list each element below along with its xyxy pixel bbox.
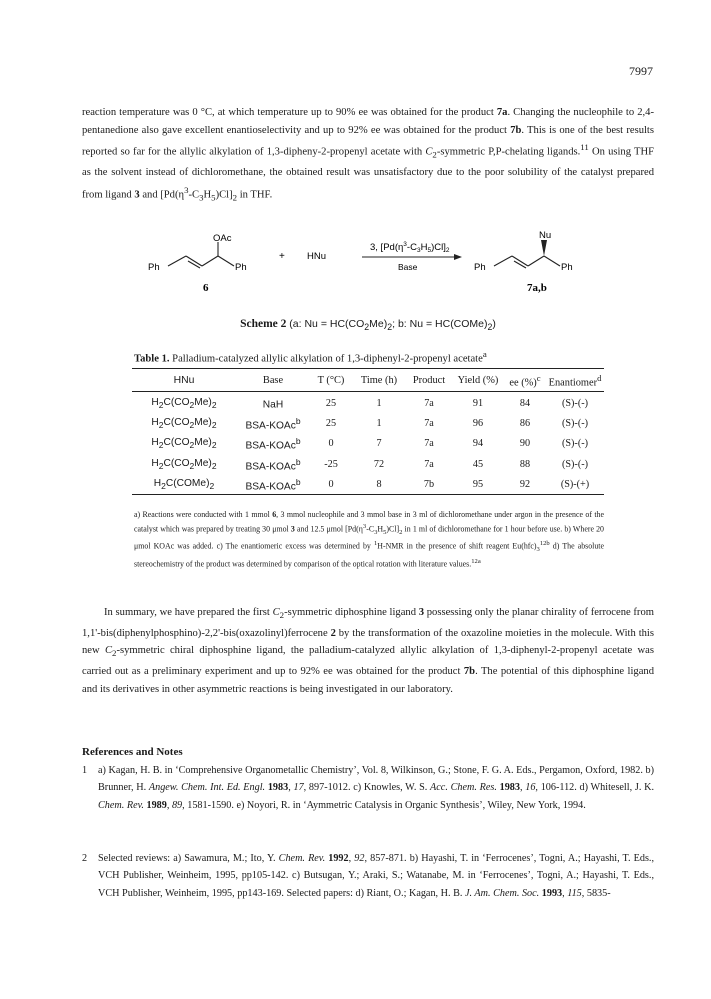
cell-hnu: $H_2C(CO_2Me)_2$ [151,417,217,431]
cell-time: 7 [376,438,382,450]
cell-product: 7a [424,397,434,409]
base-label: Base [398,262,418,272]
table-title: Table 1. Palladium-catalyzed allylic alkylation of 1,3-diphenyl-2-propenyl acetate$^a$ [134,349,487,365]
header-temp: T (°C) [310,369,352,392]
cell-time: 8 [352,474,406,495]
header-hnu: HNu [132,369,236,392]
cell-base: BSA-KOAc$^b$ [245,415,301,432]
table-header-row [132,369,604,392]
cell-yield: 95 [452,474,504,495]
summary-paragraph: In summary, we have prepared the first $C_2$-symmetric diphosphine ligand 3 possessing only the planar chirality of ferrocene from 1,1'-bis(diphenylphosphino)-2,2'-bis(oxazolinyl)ferrocene 2 by the transformation of the oxazoline moieties in the molecule. With this new $C_2$-symmetric chiral diphosphine ligand, the palladium-catalyzed allylic alkylation of 1,3-diphenyl-2-propenyl acetate was carried out as a preliminary experiment and up to 92% ee was obtained for the product 7b. The potential of this diphosphine ligand and its derivatives in other asymmetric reactions is being investigated in our laboratory. [82,607,655,695]
product-ph-right: Ph [561,262,573,273]
reference-2: 2 Selected reviews: a) Sawamura, M.; Ito, Y. Chem. Rev. 1992, 92, 857-871. b) Hayashi, T. in ‘Ferrocenes’, Togni, A.; Hayashi, T. Eds., VCH Publisher, Weinheim, 1995, pp105-142. c) Butsugan, Y.; Araki, S.; Watanabe, M. in ‘Ferrocenes’, Togni, A.; Hayashi, T. Eds., VCH Publisher, Weinheim, 1995, pp143-169. Selected papers: d) Riant, O.; Kagan, H. B. J. Am. Chem. Soc. 1993, 115, 5835- [82,850,654,902]
cell-ee: 92 [504,474,546,495]
ph-right-label: Ph [235,262,247,273]
oac-label: OAc [213,233,232,244]
cell-time: 1 [376,418,382,430]
table-row [132,392,604,413]
cell-base: NaH [262,399,284,411]
product-ph-left: Ph [474,262,486,273]
cell-ee: 84 [519,397,531,409]
cell-hnu: $H_2C(CO_2Me)_2$ [151,396,217,410]
cell-temp: 0 [310,474,352,495]
cell-product: 7a [424,458,434,470]
header-time: Time (h) [352,369,406,392]
page-number: 7997 [629,64,653,78]
cell-hnu: $H_2C(CO_2Me)_2$ [151,437,217,451]
header-yield: Yield (%) [452,369,504,392]
reference-number: 1 [82,765,88,776]
cell-enantiomer: (S)-(-) [561,458,589,470]
results-table [132,368,604,495]
cell-product: 7b [406,474,452,495]
cell-hnu: $H_2C(CO_2Me)_2$ [151,457,217,471]
cell-enantiomer: (S)-(-) [561,438,589,450]
cell-temp: 25 [325,397,337,409]
cell-enantiomer: (S)-(-) [561,418,589,430]
references-heading: References and Notes [82,746,183,758]
cell-yield: 91 [472,397,484,409]
reaction-arrow [362,254,462,260]
cell-product: 7a [424,418,434,430]
cell-time: 1 [376,397,382,409]
cell-time: 72 [373,458,385,470]
cell-base: BSA-KOAc$^b$ [245,456,301,473]
reagent-label: 3, $[Pd(\eta^3-C_3H_5)Cl]_2$ [370,241,450,254]
compound-6-label: 6 [203,282,209,294]
scheme-structures [82,228,654,314]
intro-paragraph: reaction temperature was 0 °C, at which temperature up to 90% ee was obtained for the product 7a. Changing the nucleophile to 2,4-pentanedione also gave excellent enantioselectivity and up to 92% ee was obtained for the product 7b. This is one of the best results reported so far for the allylic alkylation of 1,3-dipheny-2-propenyl acetate with $C_2$-symmetric P,P-chelating ligands.$^{11}$ On using THF as the solvent instead of dichloromethane, the obtained result was unsatisfactory due to the poor solubility of the catalyst prepared from ligand 3 and $[Pd(\eta^3-C_3H_5)Cl]_2$ in THF. [82,107,655,203]
reference-number: 2 [82,853,88,864]
cell-enantiomer: (S)-(-) [561,397,589,409]
substrate-structure [168,242,234,268]
table-row [132,413,604,433]
scheme-caption: Scheme 2 (a: $Nu = HC(CO_2Me)_2$; b: $Nu = HC(COMe)_2$) [240,318,496,333]
plus-sign: + [279,251,285,262]
cell-product: 7a [424,438,434,450]
cell-temp: 25 [325,418,337,430]
nu-label: Nu [539,230,552,241]
reference-1: 1 a) Kagan, H. B. in ‘Comprehensive Organometallic Chemistry’, Vol. 8, Wilkinson, G.; Stone, F. G. A. Eds., Pergamon, Oxford, 1982. b) Brunner, H. Angew. Chem. Int. Ed. Engl. 1983, 17, 897-1012. c) Knowles, W. S. Acc. Chem. Res. 1983, 16, 106-112. d) Whitesell, J. K. Chem. Rev. 1989, 89, 1581-1590. e) Noyori, R. in ‘Aymmetric Catalysis in Organic Synthesis’, Wiley, New York, 1994. [82,762,654,814]
wedge-bond-icon [541,240,547,256]
cell-ee: 88 [519,458,531,470]
cell-yield: 94 [472,438,484,450]
cell-base: BSA-KOAc$^b$ [245,436,301,452]
cell-base: BSA-KOAc$^b$ [236,474,310,495]
cell-enantiomer: (S)-(+) [546,474,604,495]
ph-left-label: Ph [148,262,160,273]
compound-7-label: 7a,b [527,282,547,294]
cell-hnu: $H_2C(COMe)_2$ [132,474,236,495]
cell-temp: 0 [328,438,334,450]
product-structure [494,256,560,268]
header-product: Product [406,369,452,392]
cell-yield: 45 [472,458,484,470]
table-row [132,474,604,495]
cell-ee: 86 [519,418,531,430]
header-base: Base [236,369,310,392]
nucleophile-label: HNu [307,251,327,262]
cell-ee: 90 [519,438,531,450]
table-row [132,454,604,474]
table-footnote: a) Reactions were conducted with 1 mmol 6, 3 mmol nucleophile and 3 mmol base in 3 ml of dichloromethane under argon in the presence of the catalyst which was prepared by treating 30 μmol 3 and 12.5 μmol $[Pd(\eta^3-C_3H_5)Cl]_2$ in 1 ml of dichloromethane for 1 hour before use. b) Where 20 μmol KOAc was added. c) The enantiomeric excess was determined by $^1$H-NMR in the presence of shift reagent $Eu(hfc)_3^{12b}$ d) The absolute stereochemistry of the product was determined by comparison of the optical rotation with literature values.$^{12a}$ [134,510,605,569]
cell-temp: -25 [324,458,338,470]
header-enantiomer: Enantiomer$^d$ [546,369,604,392]
cell-yield: 96 [472,418,484,430]
table-row [132,433,604,453]
header-ee: ee (%)$^c$ [504,369,546,392]
